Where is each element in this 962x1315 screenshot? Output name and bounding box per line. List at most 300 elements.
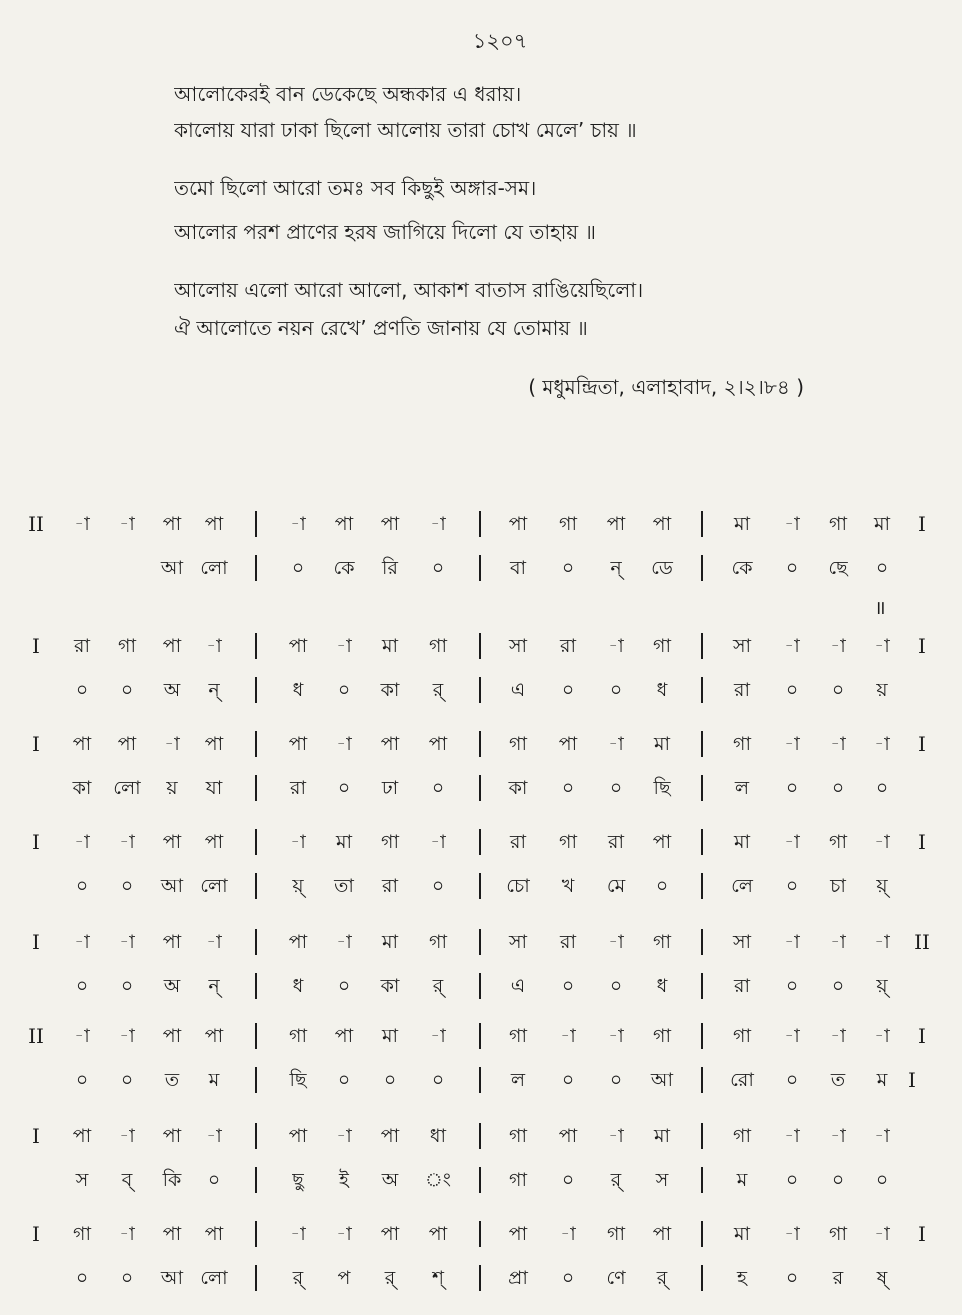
note-cell: -া xyxy=(784,1223,800,1245)
note-cell: -া xyxy=(290,831,306,853)
note-cell: -া xyxy=(830,1025,846,1047)
note-cell: মা xyxy=(873,513,891,535)
note-cell: গা xyxy=(381,831,399,853)
lyric-cell: মে xyxy=(606,875,626,897)
note-cell: -া xyxy=(874,1025,890,1047)
note-cell: পা xyxy=(288,1125,308,1147)
note-cell: -া xyxy=(874,1223,890,1245)
lyric-cell: রা xyxy=(734,679,750,701)
lyric-cell: র্ xyxy=(384,1267,396,1289)
note-cell: ধা xyxy=(429,1125,447,1147)
lyric-cell: য়্ xyxy=(876,875,888,897)
lyric-cell: আ xyxy=(160,557,184,579)
note-cell: -া xyxy=(336,1223,352,1245)
bar-line xyxy=(255,973,257,999)
lyric-cell: ০ xyxy=(120,679,134,701)
bar-line xyxy=(479,555,481,581)
note-cell: -া xyxy=(430,513,446,535)
bar-line xyxy=(479,633,481,659)
note-cell: -া xyxy=(784,635,800,657)
note-cell: পা xyxy=(162,635,182,657)
note-cell: পা xyxy=(288,635,308,657)
row-end-mark: I xyxy=(918,634,926,658)
note-cell: -া xyxy=(290,1223,306,1245)
bar-line xyxy=(479,1067,481,1093)
note-cell: -া xyxy=(784,1025,800,1047)
row-end-mark: I xyxy=(908,1068,916,1092)
note-cell: -া xyxy=(784,831,800,853)
bar-line xyxy=(479,1265,481,1291)
lyric-cell: ত xyxy=(830,1069,846,1091)
note-cell: পা xyxy=(204,733,224,755)
row-start-mark: I xyxy=(32,930,40,954)
note-cell: গা xyxy=(509,733,527,755)
note-cell: -া xyxy=(830,931,846,953)
lyric-cell: ০ xyxy=(785,679,799,701)
note-cell: পা xyxy=(380,1125,400,1147)
note-cell: -া xyxy=(119,513,135,535)
lyric-cell: কি xyxy=(162,1169,182,1191)
note-cell: পা xyxy=(508,1223,528,1245)
note-cell: পা xyxy=(652,513,672,535)
bar-line xyxy=(701,1167,703,1193)
lyric-cell: ছি xyxy=(289,1069,307,1091)
lyric-cell: এ xyxy=(510,679,526,701)
lyric-cell: ০ xyxy=(120,975,134,997)
row-start-mark: I xyxy=(32,732,40,756)
lyric-cell: ০ xyxy=(785,1169,799,1191)
note-cell: -া xyxy=(206,635,222,657)
note-cell: গা xyxy=(653,635,671,657)
note-cell: -া xyxy=(608,635,624,657)
note-cell: -া xyxy=(336,1125,352,1147)
note-cell: পা xyxy=(380,513,400,535)
note-cell: -া xyxy=(74,1025,90,1047)
note-cell: পা xyxy=(558,733,578,755)
lyric-cell: শ্ xyxy=(432,1267,444,1289)
row-start-mark: I xyxy=(32,830,40,854)
row-end-mark: I xyxy=(918,1222,926,1246)
lyric-cell: ছে xyxy=(828,557,848,579)
lyric-cell: ০ xyxy=(431,875,445,897)
lyric-cell: র্ xyxy=(610,1169,622,1191)
lyric-cell: লো xyxy=(200,557,228,579)
note-cell: গা xyxy=(653,1025,671,1047)
lyric-cell: প xyxy=(337,1267,351,1289)
bar-line xyxy=(479,873,481,899)
lyric-cell: কা xyxy=(508,777,528,799)
lyric-cell: প্রা xyxy=(508,1267,528,1289)
note-cell: পা xyxy=(204,1025,224,1047)
lyric-cell: অ xyxy=(163,975,181,997)
bar-line xyxy=(255,1023,257,1049)
note-cell: মা xyxy=(653,733,671,755)
lyric-cell: য় xyxy=(876,679,888,701)
note-cell: -া xyxy=(336,733,352,755)
bar-line xyxy=(479,775,481,801)
lyric-cell: ০ xyxy=(785,1069,799,1091)
lyric-cell: ম xyxy=(736,1169,748,1191)
bar-line xyxy=(479,929,481,955)
lyric-cell: ০ xyxy=(785,875,799,897)
bar-line xyxy=(255,633,257,659)
lyric-cell: লে xyxy=(731,875,753,897)
song-attribution: ( মধুমন্দ্রিতা, এলাহাবাদ, ২।২।৮৪ ) xyxy=(528,375,804,399)
bar-line xyxy=(479,511,481,537)
note-cell: গা xyxy=(559,513,577,535)
lyric-cell: লো xyxy=(200,1267,228,1289)
lyric-cell: ন্ xyxy=(208,679,220,701)
lyric-cell: ০ xyxy=(875,557,889,579)
note-cell: পা xyxy=(334,513,354,535)
bar-line xyxy=(255,775,257,801)
lyric-cell: ০ xyxy=(75,975,89,997)
row-end-mark: II xyxy=(914,930,930,954)
bar-line xyxy=(701,929,703,955)
note-cell: পা xyxy=(162,1223,182,1245)
lyric-cell: ত xyxy=(164,1069,180,1091)
note-cell: পা xyxy=(162,831,182,853)
lyric-cell: ০ xyxy=(785,1267,799,1289)
lyric-cell: স xyxy=(655,1169,669,1191)
bar-line xyxy=(479,677,481,703)
lyric-cell: র্ xyxy=(292,1267,304,1289)
note-cell: সা xyxy=(508,931,528,953)
bar-line xyxy=(701,1023,703,1049)
lyric-cell: ০ xyxy=(431,777,445,799)
lyric-cell: ০ xyxy=(561,557,575,579)
bar-line xyxy=(701,1221,703,1247)
note-cell: পা xyxy=(428,733,448,755)
bar-line xyxy=(479,731,481,757)
note-cell: -া xyxy=(874,635,890,657)
note-cell: -া xyxy=(784,1125,800,1147)
bar-line xyxy=(701,511,703,537)
note-cell: পা xyxy=(380,1223,400,1245)
lyric-cell: লো xyxy=(200,875,228,897)
lyric-cell: হ xyxy=(737,1267,747,1289)
note-cell: গা xyxy=(509,1025,527,1047)
note-cell: -া xyxy=(119,1025,135,1047)
lyric-cell: ধ xyxy=(292,679,304,701)
lyric-cell: ০ xyxy=(609,777,623,799)
bar-line xyxy=(701,633,703,659)
note-cell: পা xyxy=(288,733,308,755)
song-line: আলোর পরশ প্রাণের হরষ জাগিয়ে দিলো যে তাহায় ॥ xyxy=(174,220,596,244)
note-cell: -া xyxy=(119,931,135,953)
song-line: ঐ আলোতে নয়ন রেখে’ প্রণতি জানায় যে তোমায় ॥ xyxy=(174,316,588,340)
lyric-cell: র xyxy=(832,1267,844,1289)
lyric-cell: ০ xyxy=(831,975,845,997)
lyric-cell: খ xyxy=(561,875,575,897)
bar-line xyxy=(255,873,257,899)
note-cell: -া xyxy=(336,635,352,657)
note-cell: মা xyxy=(733,513,751,535)
note-cell: পা xyxy=(288,931,308,953)
lyric-cell: ০ xyxy=(120,1069,134,1091)
lyric-cell: ০ xyxy=(609,975,623,997)
note-cell: মা xyxy=(653,1125,671,1147)
lyric-cell: ০ xyxy=(75,679,89,701)
note-cell: -া xyxy=(74,831,90,853)
note-cell: -া xyxy=(784,513,800,535)
lyric-cell: ং xyxy=(425,1169,451,1191)
note-cell: রা xyxy=(510,831,526,853)
note-cell: -া xyxy=(430,1025,446,1047)
lyric-cell: ০ xyxy=(337,975,351,997)
lyric-cell: ছি xyxy=(653,777,671,799)
note-cell: গা xyxy=(733,1125,751,1147)
note-cell: মা xyxy=(381,635,399,657)
note-cell: পা xyxy=(508,513,528,535)
lyric-cell: র্ xyxy=(656,1267,668,1289)
lyric-cell: স xyxy=(75,1169,89,1191)
lyric-cell: আ xyxy=(160,875,184,897)
note-cell: -া xyxy=(206,1125,222,1147)
lyric-cell: ০ xyxy=(120,1267,134,1289)
lyric-cell: কে xyxy=(731,557,753,579)
song-line: তমো ছিলো আরো তমঃ সব কিছুই অঙ্গার-সম। xyxy=(174,176,537,200)
lyric-cell: ০ xyxy=(561,1169,575,1191)
lyric-cell: ০ xyxy=(785,777,799,799)
lyric-cell: ০ xyxy=(831,777,845,799)
page-number: ১২০৭ xyxy=(472,29,528,53)
note-cell: -া xyxy=(874,831,890,853)
note-cell: -া xyxy=(784,733,800,755)
lyric-cell: কে xyxy=(333,557,355,579)
bar-line xyxy=(255,1067,257,1093)
lyric-cell: রি xyxy=(382,557,398,579)
note-cell: মা xyxy=(733,831,751,853)
note-cell: পা xyxy=(162,1025,182,1047)
bar-line xyxy=(701,1067,703,1093)
note-cell: -া xyxy=(119,831,135,853)
bar-line xyxy=(255,1265,257,1291)
bar-line xyxy=(479,1167,481,1193)
lyric-cell: রা xyxy=(290,777,306,799)
lyric-cell: ০ xyxy=(431,557,445,579)
note-cell: -া xyxy=(206,931,222,953)
lyric-cell: ধ xyxy=(656,679,668,701)
note-cell: -া xyxy=(874,733,890,755)
note-cell: গা xyxy=(829,513,847,535)
lyric-cell: ০ xyxy=(561,975,575,997)
note-cell: -া xyxy=(784,931,800,953)
note-cell: মা xyxy=(381,931,399,953)
note-cell: পা xyxy=(72,1125,92,1147)
note-cell: -া xyxy=(830,635,846,657)
note-cell: পা xyxy=(162,1125,182,1147)
bar-line xyxy=(701,555,703,581)
lyric-cell: ০ xyxy=(431,1069,445,1091)
note-cell: পা xyxy=(204,513,224,535)
bar-line xyxy=(255,929,257,955)
note-cell: রা xyxy=(560,635,576,657)
bar-line xyxy=(701,973,703,999)
lyric-cell: ল xyxy=(510,1069,526,1091)
lyric-cell: আ xyxy=(160,1267,184,1289)
row-start-mark: I xyxy=(32,1222,40,1246)
lyric-cell: ব্ xyxy=(121,1169,133,1191)
row-end-mark: I xyxy=(918,1024,926,1048)
lyric-cell: রা xyxy=(382,875,398,897)
lyric-cell: ০ xyxy=(609,1069,623,1091)
note-cell: গা xyxy=(829,831,847,853)
bar-line xyxy=(255,731,257,757)
lyric-cell: ছু xyxy=(292,1169,304,1191)
note-cell: -া xyxy=(830,1125,846,1147)
song-line: কালোয় যারা ঢাকা ছিলো আলোয় তারা চোখ মেলে’ চায় ॥ xyxy=(174,118,637,142)
lyric-cell: ০ xyxy=(609,679,623,701)
lyric-cell: ধ xyxy=(656,975,668,997)
bar-line xyxy=(255,1123,257,1149)
lyric-cell: চো xyxy=(506,875,530,897)
note-cell: -া xyxy=(608,1125,624,1147)
note-cell: পা xyxy=(606,513,626,535)
note-cell: মা xyxy=(733,1223,751,1245)
bar-line xyxy=(479,829,481,855)
lyric-cell: ০ xyxy=(337,679,351,701)
lyric-cell: ণে xyxy=(606,1267,626,1289)
note-cell: গা xyxy=(289,1025,307,1047)
note-cell: -া xyxy=(560,1223,576,1245)
bar-line xyxy=(701,1123,703,1149)
lyric-cell: ০ xyxy=(561,679,575,701)
bar-line xyxy=(701,873,703,899)
note-cell: -া xyxy=(874,931,890,953)
lyric-cell: ই xyxy=(339,1169,349,1191)
lyric-cell: য়্ xyxy=(876,975,888,997)
lyric-cell: গা xyxy=(509,1169,527,1191)
lyric-cell: ০ xyxy=(75,1267,89,1289)
row-start-mark: I xyxy=(32,1124,40,1148)
note-cell: পা xyxy=(162,931,182,953)
note-cell: -া xyxy=(74,931,90,953)
note-cell: গা xyxy=(733,733,751,755)
note-cell: পা xyxy=(117,733,137,755)
lyric-cell: ০ xyxy=(831,679,845,701)
lyric-cell: ষ্ xyxy=(876,1267,888,1289)
lyric-cell: ০ xyxy=(875,1169,889,1191)
lyric-cell: ০ xyxy=(383,1069,397,1091)
note-cell: -া xyxy=(119,1125,135,1147)
row-end-mark: I xyxy=(918,732,926,756)
note-cell: সা xyxy=(508,635,528,657)
note-cell: গা xyxy=(829,1223,847,1245)
lyric-cell: ম xyxy=(876,1069,888,1091)
lyric-cell: ০ xyxy=(875,777,889,799)
note-cell: -া xyxy=(74,513,90,535)
bar-line xyxy=(255,1167,257,1193)
note-cell: -া xyxy=(430,831,446,853)
lyric-cell: তা xyxy=(334,875,354,897)
row-end-mark: I xyxy=(918,830,926,854)
lyric-cell: ০ xyxy=(337,777,351,799)
lyric-cell: বা xyxy=(509,557,527,579)
lyric-cell: ০ xyxy=(561,777,575,799)
lyric-cell: এ xyxy=(510,975,526,997)
note-cell: গা xyxy=(559,831,577,853)
bar-line xyxy=(479,973,481,999)
note-cell: গা xyxy=(429,635,447,657)
lyric-cell: লো xyxy=(113,777,141,799)
row-start-mark: II xyxy=(28,1024,44,1048)
song-line: আলোয় এলো আরো আলো, আকাশ বাতাস রাঙিয়েছিলো। xyxy=(174,278,644,302)
note-cell: গা xyxy=(733,1025,751,1047)
lyric-cell xyxy=(105,554,149,582)
lyric-cell: ডে xyxy=(651,557,673,579)
note-cell: গা xyxy=(118,635,136,657)
bar-line xyxy=(701,775,703,801)
note-cell: গা xyxy=(429,931,447,953)
note-cell: পা xyxy=(334,1025,354,1047)
section-end-mark: ॥ xyxy=(874,597,886,619)
row-end-mark: I xyxy=(918,512,926,536)
note-cell: পা xyxy=(204,831,224,853)
lyric-cell: ০ xyxy=(655,875,669,897)
lyric-cell: ধ xyxy=(292,975,304,997)
lyric-cell: ন্ xyxy=(208,975,220,997)
lyric-cell: ০ xyxy=(207,1169,221,1191)
lyric-cell: ০ xyxy=(75,1069,89,1091)
bar-line xyxy=(479,1221,481,1247)
note-cell: পা xyxy=(652,831,672,853)
lyric-cell: ০ xyxy=(75,875,89,897)
lyric-cell: ০ xyxy=(785,557,799,579)
lyric-cell: অ xyxy=(381,1169,399,1191)
bar-line xyxy=(255,511,257,537)
note-cell: গা xyxy=(73,1223,91,1245)
lyric-cell: ঢা xyxy=(381,777,399,799)
lyric-cell: ০ xyxy=(291,557,305,579)
bar-line xyxy=(701,677,703,703)
lyric-cell: ০ xyxy=(831,1169,845,1191)
lyric-cell: কা xyxy=(72,777,92,799)
note-cell: মা xyxy=(335,831,353,853)
bar-line xyxy=(255,555,257,581)
note-cell: -া xyxy=(164,733,180,755)
note-cell: পা xyxy=(72,733,92,755)
note-cell: পা xyxy=(380,733,400,755)
row-start-mark: II xyxy=(28,512,44,536)
lyric-cell: ল xyxy=(734,777,750,799)
note-cell: সা xyxy=(732,635,752,657)
note-cell: -া xyxy=(608,1025,624,1047)
note-cell: -া xyxy=(608,931,624,953)
lyric-cell: ০ xyxy=(561,1069,575,1091)
note-cell: পা xyxy=(652,1223,672,1245)
note-cell: পা xyxy=(162,513,182,535)
lyric-cell: য়্ xyxy=(292,875,304,897)
note-cell: রা xyxy=(74,635,90,657)
lyric-cell: অ xyxy=(163,679,181,701)
song-line: আলোকেরই বান ডেকেছে অন্ধকার এ ধরায়। xyxy=(174,82,522,106)
note-cell: গা xyxy=(607,1223,625,1245)
lyric-cell: য় xyxy=(166,777,178,799)
lyric-cell: র্ xyxy=(432,975,444,997)
lyric-cell: র্ xyxy=(432,679,444,701)
note-cell: গা xyxy=(509,1125,527,1147)
note-cell: পা xyxy=(204,1223,224,1245)
bar-line xyxy=(701,731,703,757)
note-cell: -া xyxy=(608,733,624,755)
note-cell: -া xyxy=(874,1125,890,1147)
lyric-cell: ০ xyxy=(561,1267,575,1289)
bar-line xyxy=(479,1023,481,1049)
lyric-cell: যা xyxy=(205,777,223,799)
note-cell: -া xyxy=(290,513,306,535)
lyric-cell: কা xyxy=(380,679,400,701)
